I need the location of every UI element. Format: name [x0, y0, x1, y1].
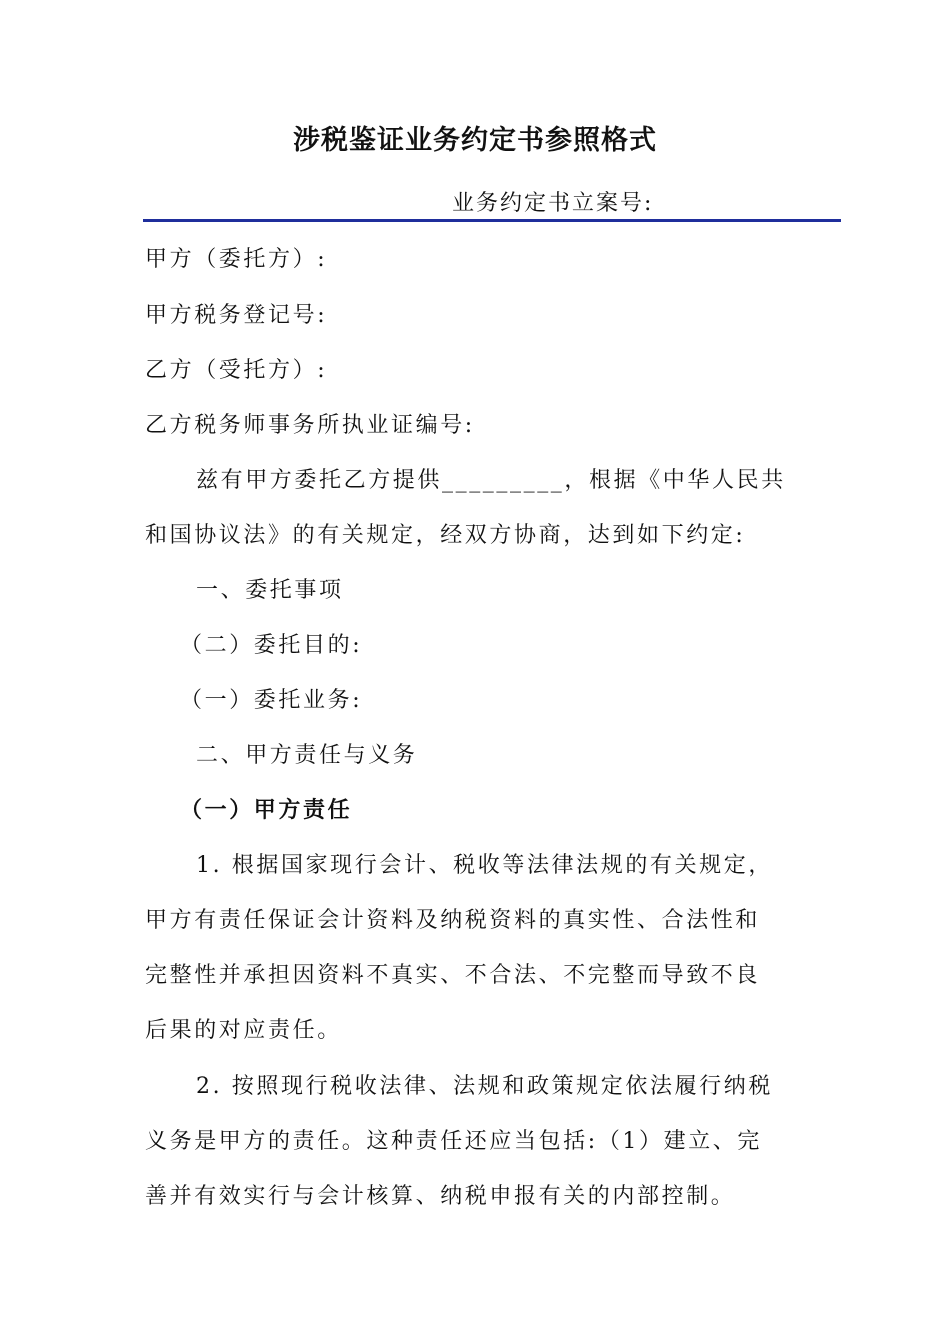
para-1-line-2: 甲方有责任保证会计资料及纳税资料的真实性、合法性和	[145, 908, 761, 933]
intro-line-2: 和国协议法》的有关规定，经双方协商，达到如下约定:	[145, 523, 746, 548]
para-2-line-3: 善并有效实行与会计核算、纳税申报有关的内部控制。	[145, 1184, 736, 1209]
party-a-tax-reg-line: 甲方税务登记号:	[145, 303, 328, 328]
party-b-line: 乙方（受托方）:	[145, 358, 328, 383]
para-2-line-1: 2. 按照现行税收法律、法规和政策规定依法履行纳税	[196, 1074, 773, 1099]
para-2-line-2: 义务是甲方的责任。这种责任还应当包括:（1）建立、完	[145, 1129, 763, 1154]
section-1-heading: 一、委托事项	[196, 578, 344, 603]
case-number-label: 业务约定书立案号:	[452, 191, 654, 216]
party-a-line: 甲方（委托方）:	[145, 247, 328, 272]
intro-line-1: 兹有甲方委托乙方提供_________，根据《中华人民共	[196, 468, 786, 493]
para-1-line-4: 后果的对应责任。	[145, 1018, 342, 1043]
section-2-subheading: （一）甲方责任	[180, 798, 353, 823]
para-1-line-1: 1. 根据国家现行会计、税收等法律法规的有关规定，	[196, 853, 773, 878]
party-b-license-line: 乙方税务师事务所执业证编号:	[145, 413, 475, 438]
document-title: 涉税鉴证业务约定书参照格式	[293, 125, 657, 156]
section-1-item-2: （二）委托目的:	[180, 633, 363, 658]
section-2-heading: 二、甲方责任与义务	[196, 743, 418, 768]
para-1-line-3: 完整性并承担因资料不真实、不合法、不完整而导致不良	[145, 963, 761, 988]
section-1-item-1: （一）委托业务:	[180, 688, 363, 713]
header-divider	[143, 219, 841, 222]
